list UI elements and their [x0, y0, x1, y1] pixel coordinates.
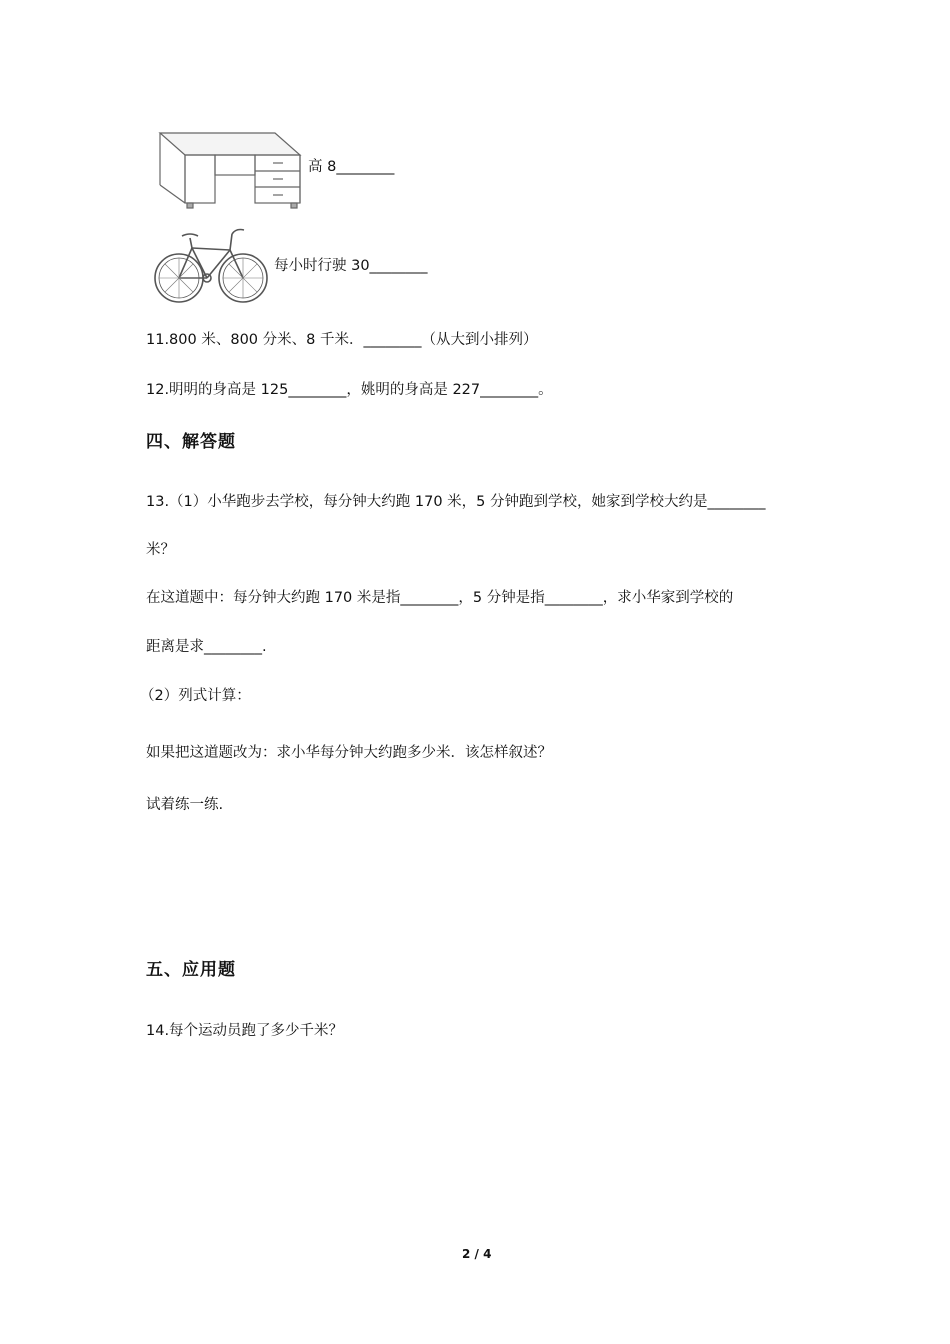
- question-13-part-2: （2）列式计算：: [140, 688, 251, 704]
- question-13-line-7: 试着练一练.: [146, 797, 224, 813]
- question-12: 12.明明的身高是 125________，姚明的身高是 227________。: [146, 382, 553, 398]
- question-14: 14.每个运动员跑了多少千米？: [146, 1023, 344, 1039]
- section-5-heading: 五、应用题: [146, 960, 236, 980]
- bicycle-image: [152, 220, 272, 310]
- question-13-line-2: 米？: [146, 542, 175, 558]
- question-13-line-6: 如果把这道题改为：求小华每分钟大约跑多少米．该怎样叙述？: [146, 745, 552, 761]
- question-11: 11.800 米、800 分米、8 千米．________（从大到小排列）: [146, 332, 538, 348]
- desk-image: [155, 125, 305, 210]
- question-13-line-4: 距离是求________.: [146, 639, 267, 655]
- question-13-line-1: 13.（1）小华跑步去学校，每分钟大约跑 170 米，5 分钟跑到学校，她家到学校大约是________: [146, 494, 766, 510]
- section-4-heading: 四、解答题: [146, 432, 236, 452]
- page-number: 2 / 4: [462, 1247, 492, 1261]
- question-13-line-3: 在这道题中：每分钟大约跑 170 米是指________，5 分钟是指________，求小华家到学校的: [146, 590, 734, 606]
- desk-caption: 高 8________: [308, 159, 395, 175]
- bicycle-caption: 每小时行驶 30________: [274, 258, 428, 274]
